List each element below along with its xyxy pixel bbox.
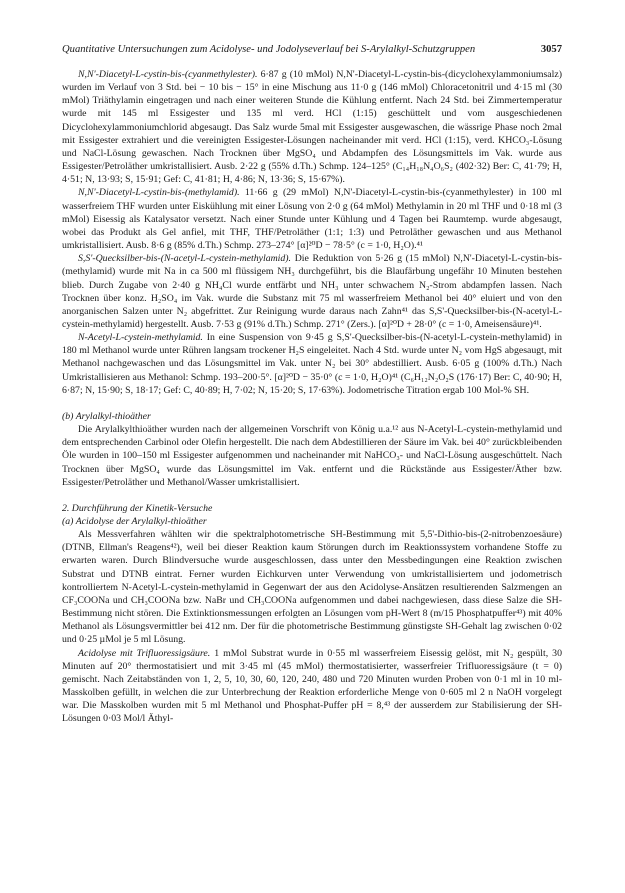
section-2-subheading: (a) Acidolyse der Arylalkyl-thioäther (62, 516, 207, 527)
section-b-paragraph: Die Arylalkylthioäther wurden nach der allgemeinen Vorschrift von König u.a.¹² aus N-Acetyl-L-cystein-methylamid und dem entsprechenden Carbinol oder Olefin hergestellt. Die nach dem Abdestillieren der Säure im Vak. bei 40° zurückbleibenden Öle wurden in 100–150 ml Essigester aufgenommen und nacheinander mit NaHCO₃- und NaCl-Lösung ausgeschüttelt. Nach Trocknen über MgSO₄ wurde das Lösungsmittel im Vak. entfernt und die Rückstände aus Essigester/Äther bzw. Essigester/Petroläther und Methanol/Wasser umkristallisiert. (62, 424, 562, 488)
compound-name: N,N'-Diacetyl-L-cystin-bis-(cyanmethylester). (78, 69, 258, 80)
paragraph-text: 6·87 g (10 mMol) N,N'-Diacetyl-L-cystin-bis-(dicyclohexylammoniumsalz) wurden im Verlauf von 3 Std. bei − 10 bis − 15° in eine Mischung aus 11·0 g (146 mMol) Chloracetonitril und 4·15 ml (30 mMol) Triäthylamin eingetragen und nach einer weiteren Stunde die Kühlung entfernt. Nach 24 Std. bei Zimmertemperatur wurde mit 145 ml Essigester und 135 ml verd. HCl (1:15) geschüttelt und vom ausgeschiedenen Dicyclohexylammoniumchlorid abgesaugt. Das Salz wurde 5mal mit Essigester ausgewaschen, die wässrige Phase noch 2mal mit Essigester extrahiert und die vereinigten Essigester-Lösungen nacheinander mit verd. HCl (1:15), verd. KHCO₃-Lösung und NaCl-Lösung gewaschen. Nach Trocknen über MgSO₄ und Abdampfen des Lösungsmittels im Vak. wurde aus Essigester/Petroläther umkristallisiert. Ausb. 2·22 g (55% d.Th.) Schmp. 124–125° (C₁₄H₁₈N₄O₆S₂ (402·32) Ber: C, 41·79; H, 4·51; N, 13·93; S, 15·91; Gef: C, 41·81; H, 4·86; N, 13·36; S, 15·67%). (62, 69, 562, 186)
section-2-paragraph: Als Messverfahren wählten wir die spektralphotometrische SH-Bestimmung mit 5,5'-Dithio-bis-(2-nitrobenzoesäure) (DTNB, Ellman's Reagens⁴²), weil bei dieser Reaktion kaum Störungen durch im Reaktionssystem vorhandene Stoffe zu erwarten waren. Durch Blindversuche wurde ausgeschlossen, dass unter den Messbedingungen eine Reaktion zwischen Substrat und DTNB eintrat. Ferner wurden Eichkurven unter Verwendung von umkristallisiertem und jodometrisch kontrolliertem N-Acetyl-L-cystein-methylamid in Gegenwart der aus den Acidolyse-Ansätzen resultierenden Salzmengen an CF₃COONa und CH₃COONa bzw. NaBr und CH₃COONa aufgenommen und dabei nachgewiesen, dass diese Salze die SH-Bestimmung nicht stören. Die Extinktionsmessungen erfolgten an Lösungen vom pH-Wert 8 (m/15 Phosphatpuffer⁴³) mit 40% Methanol als Lösungsvermittler bei 412 nm. Der für die photometrische Bestimmung günstigste SH-Gehalt lag zwischen 0·02 und 0·25 µMol je 5 ml Lösung. (62, 529, 562, 646)
paragraph-text: Die Reduktion von 5·26 g (15 mMol) N,N'-Diacetyl-L-cystin-bis-(methylamid) wurde mit Na in ca 500 ml flüssigem NH₃ durchgeführt, bis die Blaufärbung ungefähr 10 Minuten bestehen blieb. Durch Zugabe von 2·40 g NH₄Cl wurde entfärbt und NH₃ unter schwachem N₂-Strom abdampfen lassen. Nach Trocknen über konz. H₂SO₄ im Vak. wurde die Substanz mit 75 ml wasserfreiem Methanol bei 40° eluiert und von den anorganischen Salzen unter N₂ abgefrittet. Zur Reinigung wurde daraus nach Zahn⁴¹ das S,S'-Quecksilber-bis-(N-acetyl-L-cystein-methylamid) hergestellt. Ausb. 7·53 g (91% d.Th.) Schmp. 271° (Zers.). [α]²⁰D + 28·0° (c = 1·0, Ameisensäure)⁴¹. (62, 253, 562, 330)
page-number: 3057 (540, 44, 562, 55)
compound-name: S,S'-Quecksilber-bis-(N-acetyl-L-cystein-methylamid). (78, 253, 292, 265)
paragraph-diacetyl-methylamid (62, 186, 562, 252)
section-2-acidolyse-paragraph (62, 647, 562, 726)
paragraph-text: 11·66 g (29 mMol) N,N'-Diacetyl-L-cystin-bis-(cyanmethylester) in 100 ml wasserfreiem THF wurden unter Eiskühlung mit einer Lösung von 2·0 g (64 mMol) Methylamin in 20 ml THF und 0·18 ml (3 mMol) Eisessig als Katalysator versetzt. Nach einer Stunde unter Kühlung und 4 Tagen bei Raumtemp. wurde abgesaugt, wobei das Produkt als Gel anfiel, mit THF, THF/Petroläther (1:1; 1:3) und Petroläther gewaschen und aus Methanol umkristallisiert. Ausb. 8·6 g (85% d.Th.) Schmp. 273–274° [α]²⁰D − 78·5° (c = 1·0, H₂O).⁴¹ (62, 187, 562, 252)
method-name: Acidolyse mit Trifluoressigsäure. (78, 647, 211, 659)
paragraph-text: In eine Suspension von 9·45 g S,S'-Quecksilber-bis-(N-acetyl-L-cystein-methylamid) in 180 ml Methanol wurde unter Rühren langsam trockener H₂S eingeleitet. Nach 4 Std. wurde unter N₂ vom HgS abgesaugt, mit Methanol nachgewaschen und das Lösungsmittel im Vak. unter N₂ bei 30° abdestilliert. Ausb. 6·05 g (100% d.Th.) Nach Umkristallisieren aus Methanol: Schmp. 193–200·5°. [α]²⁰D − 35·0° (c = 1·0, H₂O)⁴¹ (C₆H₁₂N₂O₂S (176·17) Ber: C, 40·90; H, 6·87; N, 15·90; S, 18·17; Gef: C, 40·89; H, 7·02; N, 15·20; S, 17·63%). Jodometrische Titration ergab 100 Mol-% SH. (62, 332, 562, 396)
compound-name: N,N'-Diacetyl-L-cystin-bis-(methylamid). (78, 187, 240, 199)
paragraph-quecksilber (62, 252, 562, 331)
section-2-heading: 2. Durchführung der Kinetik-Versuche (62, 502, 213, 514)
running-title: Quantitative Untersuchungen zum Acidolyse- und Jodolyseverlauf bei S-Arylalkyl-Schutzgruppen (62, 44, 476, 55)
running-header (62, 44, 562, 55)
section-b-heading: (b) Arylalkyl-thioäther (62, 410, 151, 422)
paragraph-text: 1 mMol Substrat wurde in 0·55 ml wasserfreiem Eisessig gelöst, mit N₂ gespült, 30 Minuten auf 20° thermostatisiert und mit 3·45 ml (45 mMol) thermostatisierter, wasserfreier Trifluoressigsäure (t = 0) gemischt. Nach Zeitabständen von 1, 2, 5, 10, 30, 60, 120, 240, 480 und 720 Minuten wurden Proben von 0·1 ml in 10 ml-Masskolben gefüllt, in welchen die zur Unterbrechung der Reaktion erforderliche Menge von 0·605 ml 2 n NaOH vorgelegt war. Die Masskolben wurden mit 5 ml Methanol und Phosphat-Puffer pH = 8,⁴³ der ausserdem zur Stabilisierung der SH-Lösungen 0·03 Mol/l Äthyl- (62, 647, 562, 725)
compound-name: N-Acetyl-L-cystein-methylamid. (78, 332, 203, 344)
paragraph-acetyl-cystein-methylamid (62, 331, 562, 397)
page (62, 44, 562, 726)
paragraph-diacetyl-cyanmethylester (62, 68, 562, 186)
